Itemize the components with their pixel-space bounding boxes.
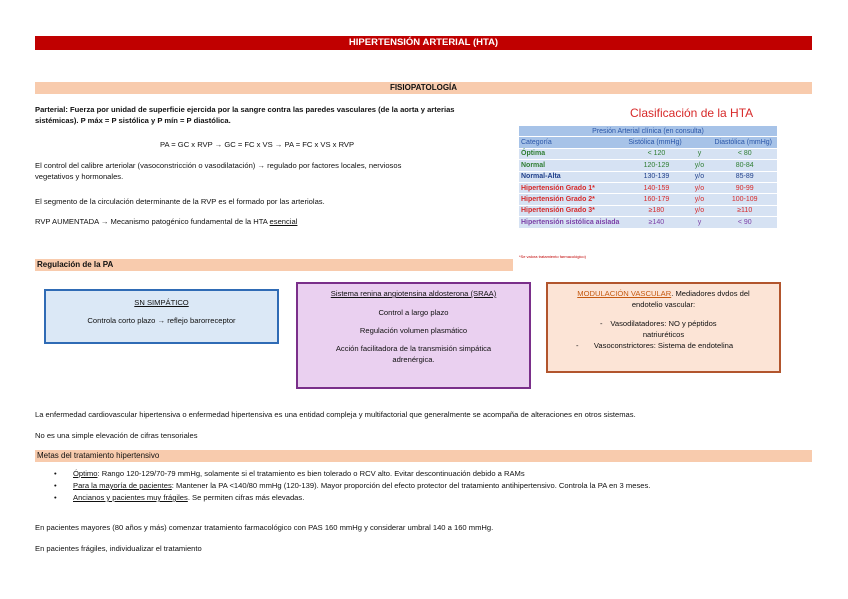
systolic-cell: 130-139 xyxy=(626,171,686,182)
mod-title-rest: . Mediadores dvdos del xyxy=(671,289,750,298)
sep-cell: y/o xyxy=(686,182,712,193)
fisio-p1-line-a: Parterial: Fuerza por unidad de superficie ejercida por la sangre contra las paredes vasculares (de la aorta y arterias xyxy=(35,105,455,114)
sraa-line-4: adrenérgica. xyxy=(392,355,435,364)
list-item xyxy=(35,480,650,492)
diastolic-cell: 100-109 xyxy=(712,194,777,205)
diastolic-cell: 80-84 xyxy=(712,160,777,171)
list-item xyxy=(35,468,650,480)
fisio-p2-line-b: vegetativos y hormonales. xyxy=(35,172,124,181)
main-title: HIPERTENSIÓN ARTERIAL (HTA) xyxy=(35,36,812,50)
section-metas: Metas del tratamiento hipertensivo xyxy=(35,450,812,462)
table-row xyxy=(519,171,777,182)
mod-line-2: endotelio vascular: xyxy=(631,300,696,309)
meta-label: Óptimo xyxy=(73,469,98,478)
diastolic-cell: 85-89 xyxy=(712,171,777,182)
sn-line: Controla corto plazo → reflejo barorreceptor xyxy=(87,316,236,325)
meta-text: : Rango 120-129/70-79 mmHg, solamente si el tratamiento es bien tolerado o RCV alto. Evitar descontinuación debido a RAMs xyxy=(97,469,525,478)
systolic-cell: 140-159 xyxy=(626,182,686,193)
diastolic-cell: 90-99 xyxy=(712,182,777,193)
fisio-paragraph-1 xyxy=(35,104,513,126)
classification-note: *Se valora tratamiento farmacológico) xyxy=(519,254,586,259)
col-category: Categoría xyxy=(519,137,626,148)
sep-cell: y/o xyxy=(686,160,712,171)
dash-icon: - xyxy=(600,319,603,328)
mod-title: MODULACIÓN VASCULAR xyxy=(577,289,672,298)
paragraph-enfermedad: La enfermedad cardiovascular hipertensiva o enfermedad hipertensiva es una entidad compleja y multifactorial que generalmente se acompaña de alteraciones en otros sistemas. xyxy=(35,410,636,419)
bullet-icon: • xyxy=(54,469,57,478)
systolic-cell: 120-129 xyxy=(626,160,686,171)
modulacion-box xyxy=(546,282,781,373)
sraa-box xyxy=(296,282,531,389)
list-item xyxy=(35,492,650,504)
sep-cell: y/o xyxy=(686,194,712,205)
col-sep xyxy=(686,137,712,148)
bullet-icon: • xyxy=(54,481,57,490)
category-cell: Normal-Alta xyxy=(519,171,626,182)
sep-cell: y xyxy=(686,217,712,228)
meta-text: . Se permiten cifras más elevadas. xyxy=(187,493,305,502)
table-row xyxy=(519,194,777,205)
mod-title-line xyxy=(548,288,779,299)
sep-cell: y xyxy=(686,148,712,159)
fisio-paragraph-4 xyxy=(35,216,297,227)
systolic-cell: ≥140 xyxy=(626,217,686,228)
formula: PA = GC x RVP → GC = FC x VS → PA = FC x VS x RVP xyxy=(160,140,355,149)
metas-list xyxy=(35,468,650,504)
table-row xyxy=(519,148,777,159)
section-regulacion: Regulación de la PA xyxy=(35,259,513,271)
systolic-cell: ≥180 xyxy=(626,205,686,216)
sraa-line-1: Control a largo plazo xyxy=(378,308,449,317)
mod-bullet-1 xyxy=(548,318,779,340)
classification-table xyxy=(519,126,777,229)
category-cell: Óptima xyxy=(519,148,626,159)
col-systolic: Sistólica (mmHg) xyxy=(626,137,686,148)
bullet-icon: • xyxy=(54,493,57,502)
category-cell: Normal xyxy=(519,160,626,171)
diastolic-cell: < 80 xyxy=(712,148,777,159)
section-fisiopatologia: FISIOPATOLOGÍA xyxy=(35,82,812,94)
category-cell: Hipertensión Grado 2* xyxy=(519,194,626,205)
fisio-paragraph-2 xyxy=(35,160,513,182)
fisio-p1-line-b: sistémicas). P máx = P sistólica y P mín = P diastólica. xyxy=(35,116,231,125)
mod-bullet-1b: natriuréticos xyxy=(642,330,685,339)
fisio-p4-text: RVP AUMENTADA → Mecanismo patogénico fundamental de la HTA xyxy=(35,217,270,226)
col-diastolic: Diastólica (mmHg) xyxy=(712,137,777,148)
paragraph-no-simple: No es una simple elevación de cifras tensoriales xyxy=(35,431,198,440)
category-cell: Hipertensión sistólica aislada xyxy=(519,217,626,228)
mod-bullet-2 xyxy=(548,340,779,351)
meta-text: : Mantener la PA <140/80 mmHg (120-139). Mayor proporción del efecto protector del tratamiento antihipertensivo. Controla la PA en 3 meses. xyxy=(171,481,651,490)
table-row xyxy=(519,182,777,193)
sep-cell: y/o xyxy=(686,205,712,216)
paragraph-fragiles: En pacientes frágiles, individualizar el tratamiento xyxy=(35,544,202,553)
paragraph-mayores: En pacientes mayores (80 años y más) comenzar tratamiento farmacológico con PAS 160 mmHg y considerar umbral 140 a 160 mmHg. xyxy=(35,523,494,532)
table-group-header: Presión Arterial clínica (en consulta) xyxy=(519,126,777,137)
fisio-paragraph-3: El segmento de la circulación determinante de la RVP es el formado por las arteriolas. xyxy=(35,197,325,206)
systolic-cell: 160-179 xyxy=(626,194,686,205)
table-row xyxy=(519,160,777,171)
sraa-title: Sistema renina angiotensina aldosterona (SRAA) xyxy=(330,289,497,298)
category-cell: Hipertensión Grado 1* xyxy=(519,182,626,193)
fisio-p4-esencial: esencial xyxy=(269,217,298,226)
table-row xyxy=(519,217,777,228)
mod-bullet-1a: Vasodilatadores: NO y péptidos xyxy=(610,319,717,328)
systolic-cell: < 120 xyxy=(626,148,686,159)
sraa-line-2: Regulación volumen plasmático xyxy=(359,326,468,335)
dash-icon: - xyxy=(576,341,579,350)
sn-title: SN SIMPÁTICO xyxy=(134,298,189,307)
diastolic-cell: ≥110 xyxy=(712,205,777,216)
category-cell: Hipertensión Grado 3* xyxy=(519,205,626,216)
sep-cell: y/o xyxy=(686,171,712,182)
fisio-p2-line-a: El control del calibre arteriolar (vasoconstricción o vasodilatación) → regulado por factores locales, nerviosos xyxy=(35,161,402,170)
sn-simpatico-box xyxy=(44,289,279,344)
table-row xyxy=(519,205,777,216)
diastolic-cell: < 90 xyxy=(712,217,777,228)
sraa-line-3: Acción facilitadora de la transmisión simpática xyxy=(335,344,492,353)
classification-title: Clasificación de la HTA xyxy=(630,106,754,120)
meta-label: Para la mayoría de pacientes xyxy=(73,481,172,490)
meta-label: Ancianos y pacientes muy frágiles xyxy=(73,493,188,502)
mod-bullet-2-text: Vasoconstrictores: Sistema de endotelina xyxy=(593,341,734,350)
